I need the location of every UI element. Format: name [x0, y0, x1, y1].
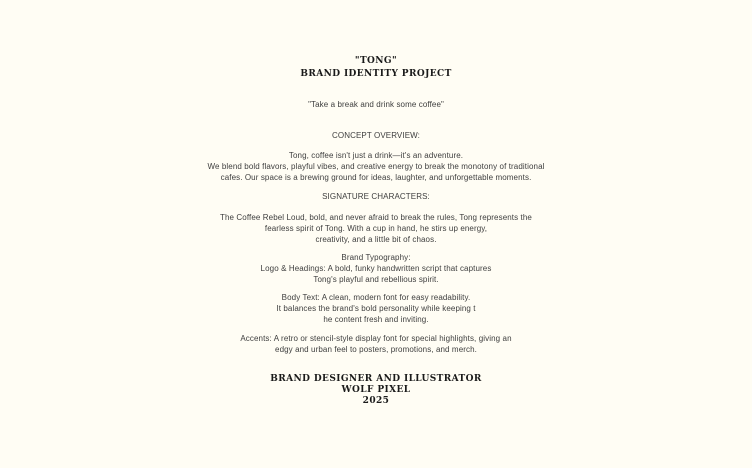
paragraph-line: Body Text: A clean, modern font for easy readability.: [281, 293, 471, 302]
paragraph-line: The Coffee Rebel Loud, bold, and never afraid to break the rules, Tong represents the: [220, 213, 532, 222]
designer-credit: BRAND DESIGNER AND ILLUSTRATOR: [270, 374, 482, 384]
paragraph-line: Accents: A retro or stencil-style display font for special highlights, giving an: [240, 334, 512, 343]
concept-overview-heading: CONCEPT OVERVIEW:: [332, 131, 420, 140]
concept-overview-paragraph: [0, 150, 752, 183]
tagline: "Take a break and drink some coffee": [308, 100, 444, 109]
paragraph-line: creativity, and a little bit of chaos.: [315, 235, 437, 244]
signature-characters-paragraph: [0, 212, 752, 245]
brand-typography-logo-paragraph: [0, 252, 752, 285]
signature-characters-heading: SIGNATURE CHARACTERS:: [322, 192, 430, 201]
year: 2025: [362, 396, 390, 406]
brand-typography-body-paragraph: [0, 292, 752, 325]
brand-typography-heading: Brand Typography:: [341, 253, 411, 262]
paragraph-line: fearless spirit of Tong. With a cup in hand, he stirs up energy,: [264, 224, 488, 233]
paragraph-line: We blend bold flavors, playful vibes, and creative energy to break the monotony of traditional: [207, 162, 545, 171]
paragraph-line: edgy and urban feel to posters, promotions, and merch.: [275, 345, 477, 354]
paragraph-line: cafes. Our space is a brewing ground for ideas, laughter, and unforgettable moments.: [220, 173, 532, 182]
paragraph-line: It balances the brand's bold personality while keeping t: [276, 304, 476, 313]
credits-block: [0, 374, 752, 407]
brand-typography-accents-paragraph: [0, 333, 752, 355]
paragraph-line: Logo & Headings: A bold, funky handwritten script that captures: [260, 264, 492, 273]
paragraph-line: Tong's playful and rebellious spirit.: [313, 275, 439, 284]
page-subtitle: BRAND IDENTITY PROJECT: [300, 69, 452, 79]
designer-name: WOLF PIXEL: [341, 385, 411, 395]
page-title: "TONG": [354, 56, 398, 66]
paragraph-line: he content fresh and inviting.: [323, 315, 429, 324]
title-block: [0, 55, 752, 81]
paragraph-line: Tong, coffee isn't just a drink—it's an adventure.: [288, 151, 464, 160]
